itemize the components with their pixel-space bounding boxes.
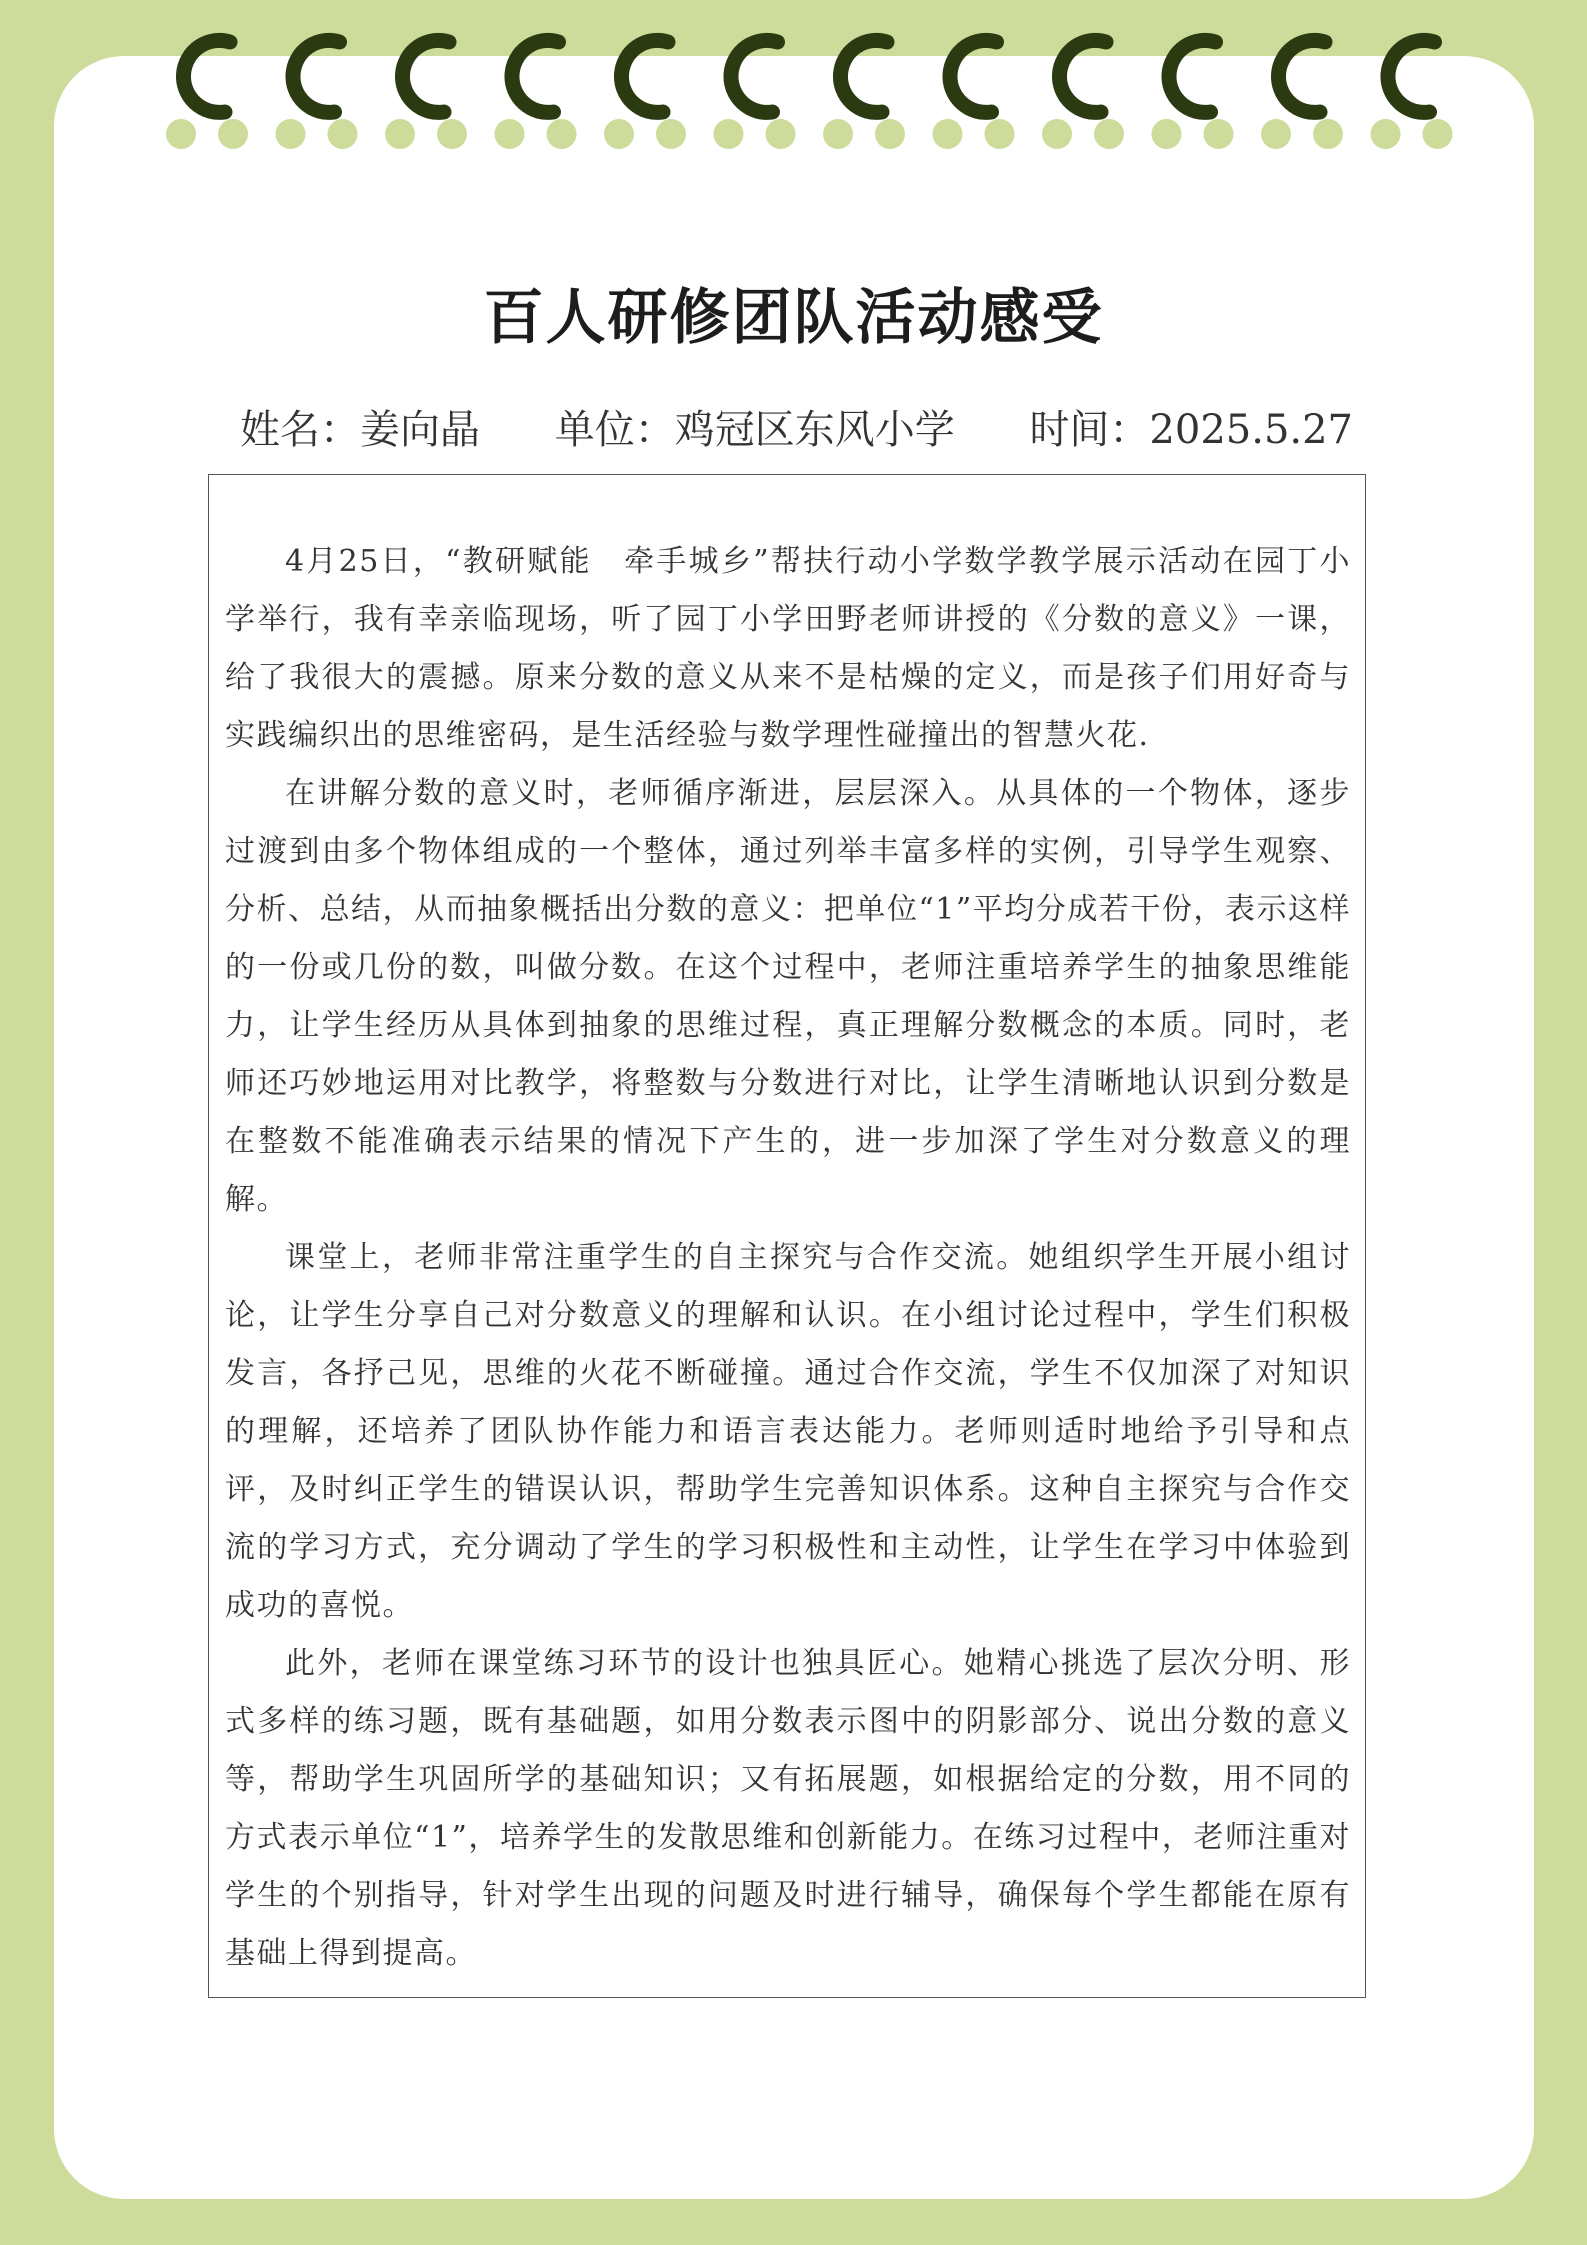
spiral-ring-icon bbox=[714, 40, 796, 149]
paragraph: 4月25日，“教研赋能 牵手城乡”帮扶行动小学数学教学展示活动在园丁小学举行，我有幸亲临现场，听了园丁小学田野老师讲授的《分数的意义》一课，给了我很大的震撼。原来分数的意义从来不是枯燥的定义，而是孩子们用好奇与实践编织出的思维密码，是生活经验与数学理性碰撞出的智慧火花. bbox=[225, 544, 1351, 753]
spiral-ring-icon bbox=[495, 40, 577, 149]
paragraph: 在讲解分数的意义时，老师循序渐进，层层深入。从具体的一个物体，逐步过渡到由多个物体组成的一个整体，通过列举丰富多样的实例，引导学生观察、分析、总结，从而抽象概括出分数的意义：把单位“1”平均分成若干份，表示这样的一份或几份的数，叫做分数。在这个过程中，老师注重培养学生的抽象思维能力，让学生经历从具体到抽象的思维过程，真正理解分数概念的本质。同时，老师还巧妙地运用对比教学，将整数与分数进行对比，让学生清晰地认识到分数是在整数不能准确表示结果的情况下产生的，进一步加深了学生对分数意义的理解。 bbox=[225, 776, 1351, 1217]
author-unit: 单位：鸡冠区东风小学 bbox=[554, 407, 955, 453]
content-box bbox=[208, 474, 1366, 1998]
spiral-ring-icon bbox=[1371, 40, 1453, 149]
paragraph: 此外，老师在课堂练习环节的设计也独具匠心。她精心挑选了层次分明、形式多样的练习题，既有基础题，如用分数表示图中的阴影部分、说出分数的意义等，帮助学生巩固所学的基础知识；又有拓展题，如根据给定的分数，用不同的方式表示单位“1”，培养学生的发散思维和创新能力。在练习过程中，老师注重对学生的个别指导，针对学生出现的问题及时进行辅导，确保每个学生都能在原有基础上得到提高。 bbox=[225, 1646, 1351, 1971]
spiral-binding bbox=[0, 0, 1587, 170]
spiral-ring-icon bbox=[823, 40, 905, 149]
paragraph: 课堂上，老师非常注重学生的自主探究与合作交流。她组织学生开展小组讨论，让学生分享自己对分数意义的理解和认识。在小组讨论过程中，学生们积极发言，各抒己见，思维的火花不断碰撞。通过合作交流，学生不仅加深了对知识的理解，还培养了团队协作能力和语言表达能力。老师则适时地给予引导和点评，及时纠正学生的错误认识，帮助学生完善知识体系。这种自主探究与合作交流的学习方式，充分调动了学生的学习积极性和主动性，让学生在学习中体验到成功的喜悦。 bbox=[225, 1240, 1351, 1623]
spiral-ring-icon bbox=[1042, 40, 1124, 149]
document-date: 时间：2025.5.27 bbox=[1029, 407, 1354, 453]
spiral-ring-icon bbox=[276, 40, 358, 149]
spiral-ring-icon bbox=[604, 40, 686, 149]
spiral-ring-icon bbox=[385, 40, 467, 149]
spiral-ring-icon bbox=[166, 40, 248, 149]
spiral-ring-icon bbox=[933, 40, 1015, 149]
spiral-ring-icon bbox=[1152, 40, 1234, 149]
document-title: 百人研修团队活动感受 bbox=[483, 283, 1104, 353]
meta-row bbox=[240, 400, 1360, 460]
author-name: 姓名：姜向晶 bbox=[240, 407, 480, 453]
spiral-ring-icon bbox=[1261, 40, 1343, 149]
